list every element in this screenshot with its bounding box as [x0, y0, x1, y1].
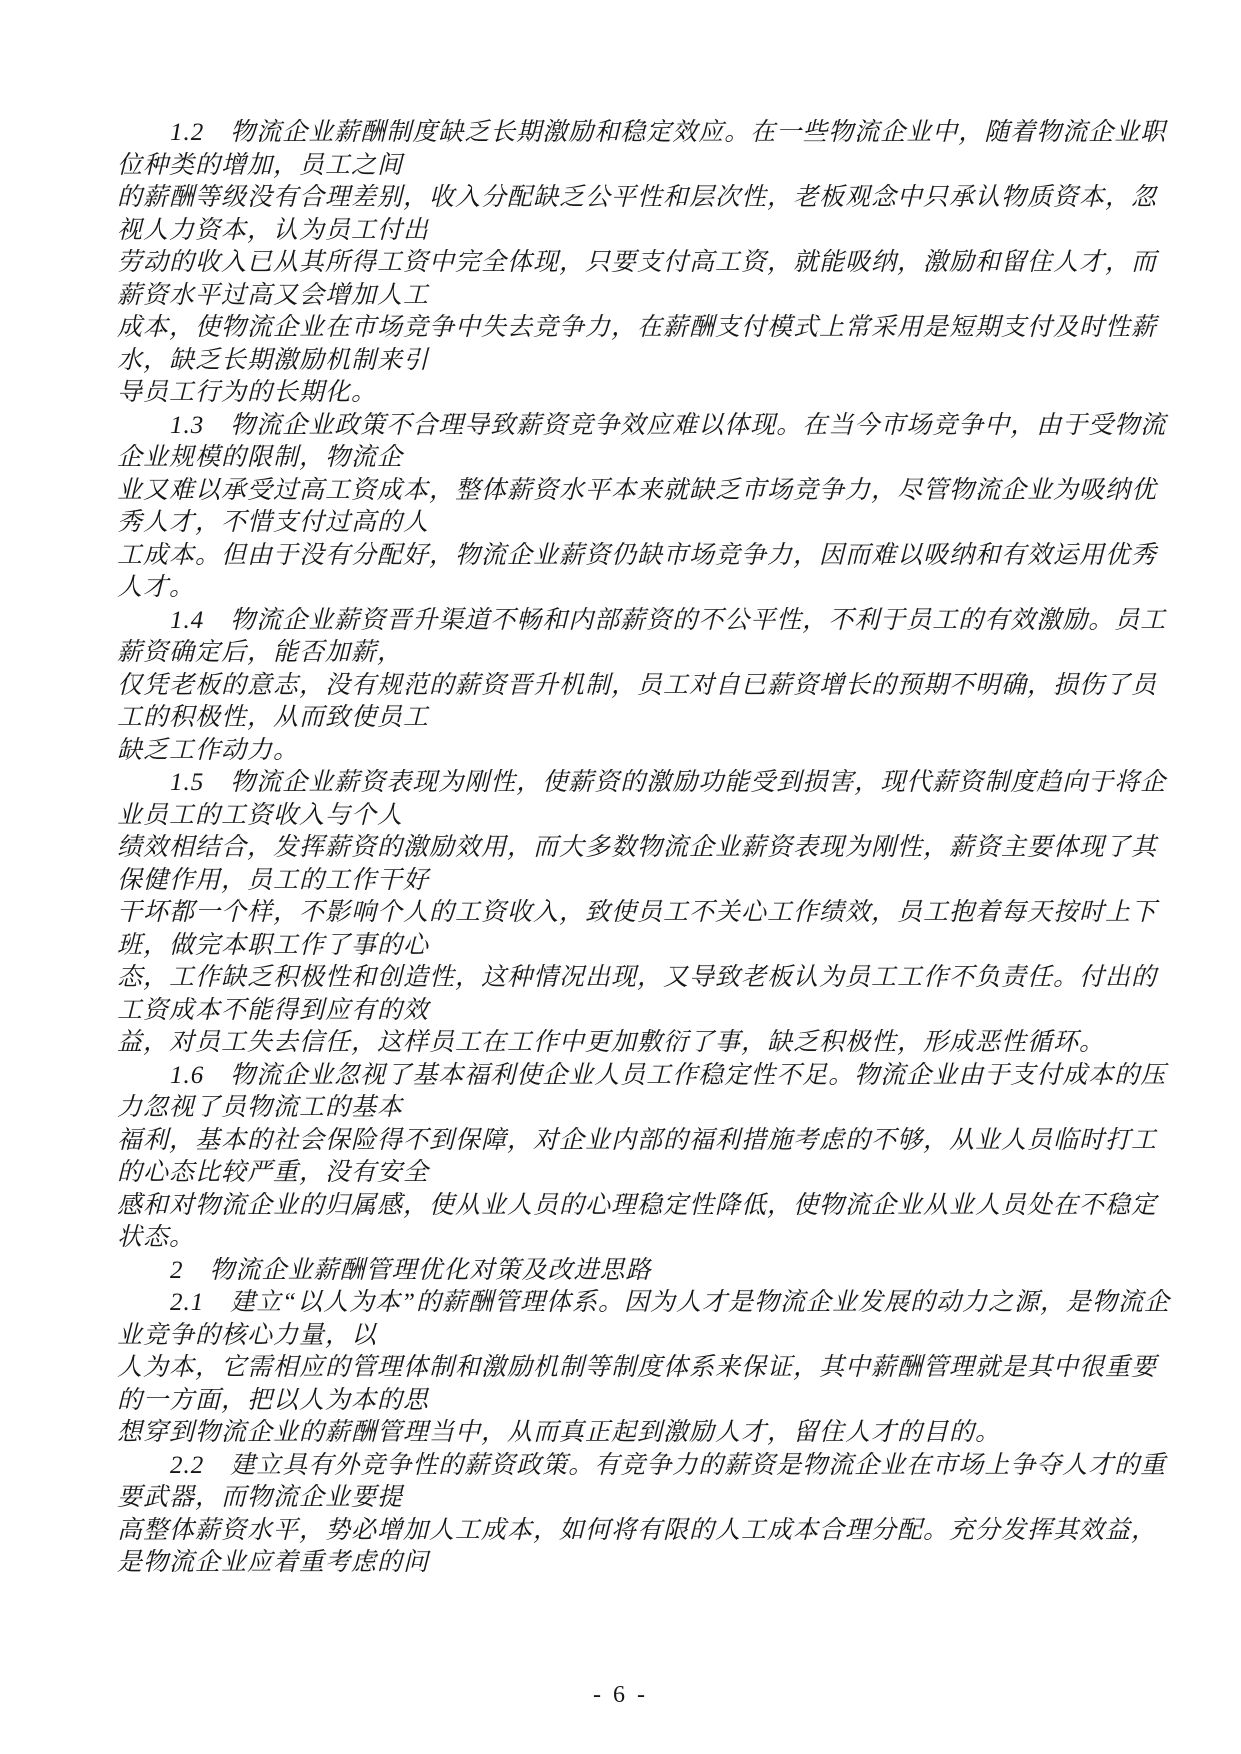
text-line-4: 视人力资本，认为员工付出: [117, 216, 430, 244]
text-line-15: 人才。: [117, 574, 196, 601]
text-line-38: 业竞争的核心力量，以: [117, 1321, 378, 1349]
text-line-1: 1.2 物流企业薪酬制度缺乏长期激励和稳定效应。在一些物流企业中，随着物流企业职: [170, 119, 1167, 146]
text-line-39: 人为本，它需相应的管理体制和激励机制等制度体系来保证，其中薪酬管理就是其中很重要: [117, 1354, 1158, 1381]
text-line-14: 工成本。但由于没有分配好，物流企业薪资仍缺市场竞争力，因而难以吸纳和有效运用优秀: [117, 541, 1158, 569]
text-line-3: 的薪酬等级没有合理差别，收入分配缺乏公平性和层次性，老板观念中只承认物质资本，忽: [117, 184, 1158, 211]
text-line-8: 水，缺乏长期激励机制来引: [117, 346, 430, 374]
text-line-23: 绩效相结合，发挥薪资的激励效用，而大多数物流企业薪资表现为刚性，薪资主要体现了其: [117, 834, 1158, 861]
text-line-10: 1.3 物流企业政策不合理导致薪资竞争效应难以体现。在当今市场竞争中，由于受物流: [170, 411, 1167, 439]
text-line-44: 高整体薪资水平，势必增加人工成本，如何将有限的人工成本合理分配。充分发挥其效益，: [117, 1516, 1158, 1544]
text-line-34: 感和对物流企业的归属感，使从业人员的心理稳定性降低，使物流企业从业人员处在不稳定: [117, 1191, 1158, 1219]
text-line-35: 状态。: [117, 1224, 196, 1251]
text-line-20: 缺乏工作动力。: [117, 736, 300, 764]
text-line-42: 2.2 建立具有外竞争性的薪资政策。有竞争力的薪资是物流企业在市场上争夺人才的重: [170, 1451, 1167, 1479]
text-line-9: 导员工行为的长期化。: [117, 379, 378, 406]
text-line-18: 仅凭老板的意志，没有规范的薪资晋升机制，员工对自已薪资增长的预期不明确，损伤了员: [117, 671, 1158, 699]
text-line-17: 薪资确定后，能否加薪，: [117, 639, 404, 666]
text-line-13: 秀人才，不惜支付过高的人: [117, 509, 430, 536]
text-line-31: 力忽视了员物流工的基本: [117, 1094, 404, 1121]
text-line-11: 企业规模的限制，物流企: [117, 444, 404, 471]
text-line-37: 2.1 建立“以人为本”的薪酬管理体系。因为人才是物流企业发展的动力之源，是物流企: [170, 1289, 1171, 1316]
text-line-30: 1.6 物流企业忽视了基本福利使企业人员工作稳定性不足。物流企业由于支付成本的压: [170, 1061, 1167, 1089]
text-line-32: 福利，基本的社会保险得不到保障，对企业内部的福利措施考虑的不够，从业人员临时打工: [117, 1126, 1158, 1154]
text-line-27: 态，工作缺乏积极性和创造性，这种情况出现，又导致老板认为员工工作不负责任。付出的: [117, 964, 1158, 991]
text-line-45: 是物流企业应着重考虑的问: [117, 1549, 430, 1576]
text-line-2: 位种类的增加，员工之间: [117, 151, 404, 179]
text-line-36: 2 物流企业薪酬管理优化对策及改进思路: [170, 1256, 652, 1284]
text-line-12: 业又难以承受过高工资成本，整体薪资水平本来就缺乏市场竞争力，尽管物流企业为吸纳优: [117, 476, 1158, 504]
text-line-16: 1.4 物流企业薪资晋升渠道不畅和内部薪资的不公平性，不利于员工的有效激励。员工: [170, 606, 1167, 634]
text-line-33: 的心态比较严重，没有安全: [117, 1159, 430, 1186]
text-line-7: 成本，使物流企业在市场竞争中失去竞争力，在薪酬支付模式上常采用是短期支付及时性薪: [117, 314, 1158, 341]
text-line-5: 劳动的收入已从其所得工资中完全体现，只要支付高工资，就能吸纳，激励和留住人才，而: [117, 249, 1158, 276]
page-footer: [0, 1680, 1241, 1710]
text-line-43: 要武器，而物流企业要提: [117, 1484, 404, 1511]
text-line-25: 干坏都一个样，不影响个人的工资收入，致使员工不关心工作绩效，员工抱着每天按时上下: [117, 899, 1158, 926]
text-line-26: 班，做完本职工作了事的心: [117, 931, 430, 959]
text-line-22: 业员工的工资收入与个人: [117, 801, 404, 829]
text-line-29: 益，对员工失去信任，这样员工在工作中更加敷衍了事，缺乏积极性，形成恶性循环。: [117, 1029, 1106, 1056]
text-line-28: 工资成本不能得到应有的效: [117, 996, 430, 1024]
text-line-24: 保健作用，员工的工作干好: [117, 866, 430, 894]
text-line-41: 想穿到物流企业的薪酬管理当中，从而真正起到激励人才，留住人才的目的。: [117, 1419, 1002, 1446]
page-number: - 6 -: [593, 1682, 648, 1708]
text-line-6: 薪资水平过高又会增加人工: [117, 281, 430, 309]
text-line-40: 的一方面，把以人为本的思: [117, 1386, 430, 1414]
text-line-21: 1.5 物流企业薪资表现为刚性，使薪资的激励功能受到损害，现代薪资制度趋向于将企: [170, 769, 1167, 796]
document-text-block: [117, 117, 1212, 1580]
text-line-19: 工的积极性，从而致使员工: [117, 704, 430, 731]
